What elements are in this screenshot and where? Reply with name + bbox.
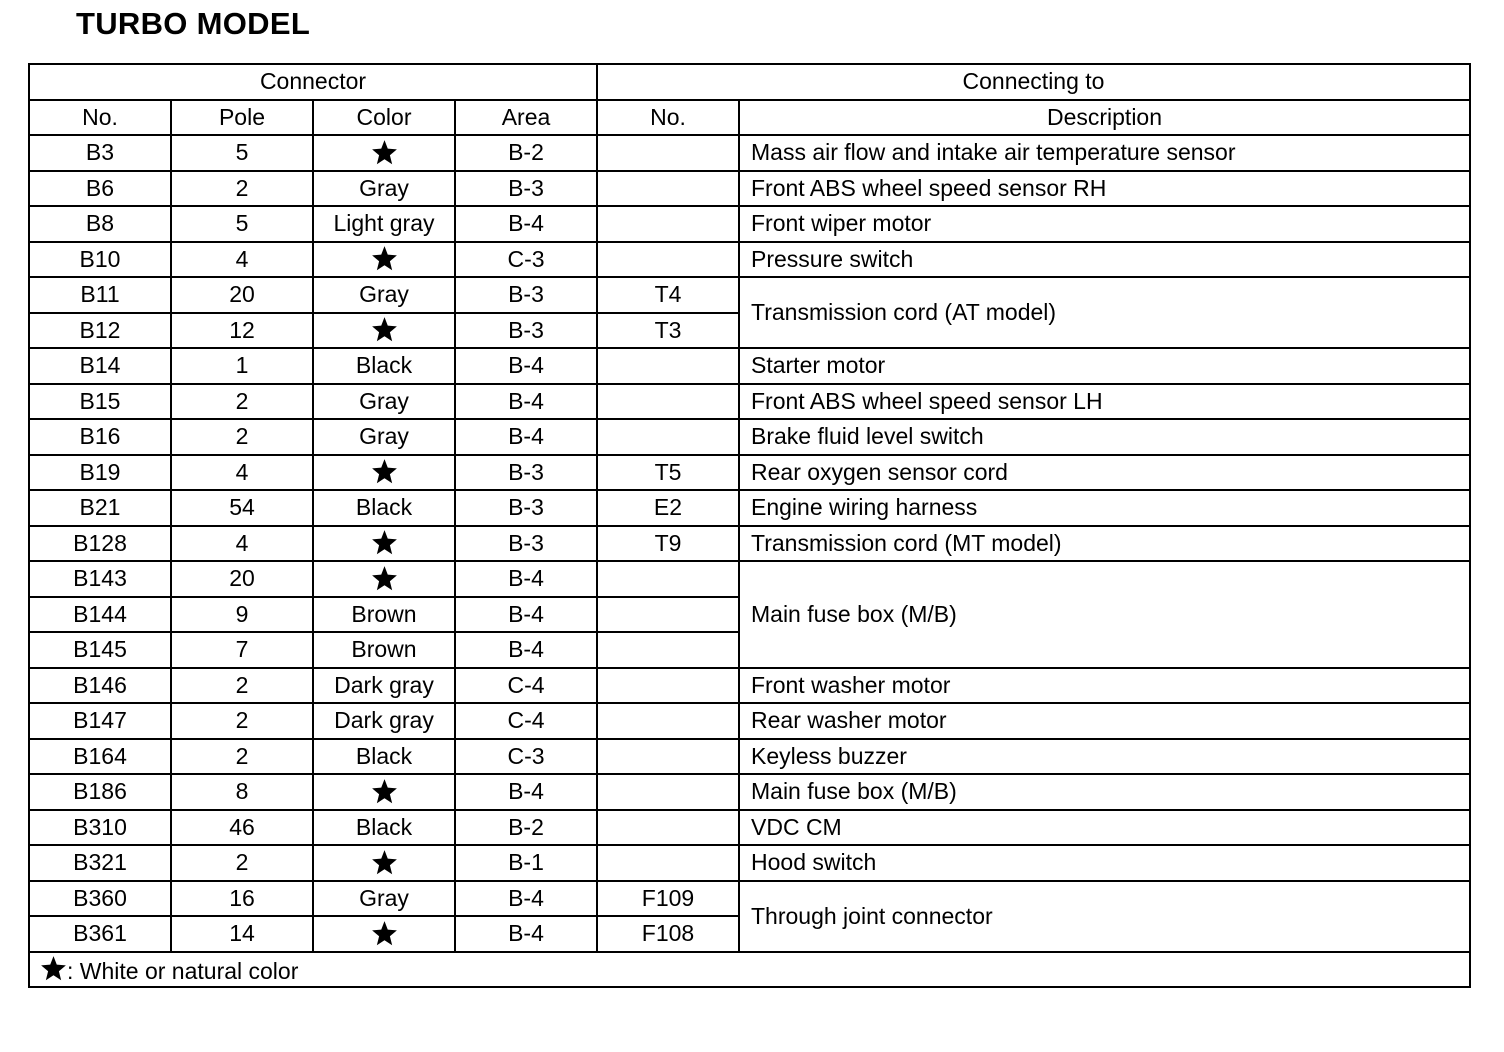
cell-area: B-3 [455, 455, 597, 491]
cell-connector-no: B361 [29, 916, 171, 952]
cell-connecting-no [597, 810, 739, 846]
cell-connecting-no [597, 845, 739, 881]
header-description: Description [739, 100, 1470, 136]
table-row [29, 739, 1470, 775]
cell-area: B-2 [455, 810, 597, 846]
cell-description: Main fuse box (M/B) [739, 561, 1470, 668]
star-icon-cell [313, 845, 455, 881]
header-row-group [29, 64, 1470, 100]
cell-connecting-no [597, 774, 739, 810]
cell-color: Gray [313, 277, 455, 313]
star-icon [371, 532, 398, 558]
cell-connecting-no: T3 [597, 313, 739, 349]
cell-connecting-no: T9 [597, 526, 739, 562]
footnote-text: : White or natural color [67, 958, 299, 985]
cell-pole: 12 [171, 313, 313, 349]
cell-pole: 1 [171, 348, 313, 384]
cell-area: C-3 [455, 739, 597, 775]
header-no: No. [29, 100, 171, 136]
cell-connector-no: B10 [29, 242, 171, 278]
cell-connector-no: B12 [29, 313, 171, 349]
cell-description: Front ABS wheel speed sensor LH [739, 384, 1470, 420]
connector-table-body [29, 64, 1470, 987]
cell-area: B-4 [455, 597, 597, 633]
cell-color: Dark gray [313, 668, 455, 704]
star-icon-cell [313, 135, 455, 171]
star-icon-cell [313, 916, 455, 952]
cell-area: B-4 [455, 348, 597, 384]
cell-area: C-3 [455, 242, 597, 278]
star-icon-cell [313, 455, 455, 491]
cell-description: Mass air flow and intake air temperature sensor [739, 135, 1470, 171]
cell-pole: 2 [171, 845, 313, 881]
header-connector: Connector [29, 64, 597, 100]
table-row [29, 348, 1470, 384]
cell-color: Black [313, 810, 455, 846]
table-row [29, 455, 1470, 491]
cell-pole: 4 [171, 455, 313, 491]
table-row [29, 384, 1470, 420]
cell-connecting-no [597, 632, 739, 668]
star-icon-cell [313, 561, 455, 597]
cell-pole: 5 [171, 206, 313, 242]
cell-description: Through joint connector [739, 881, 1470, 952]
cell-color: Gray [313, 881, 455, 917]
cell-pole: 2 [171, 668, 313, 704]
cell-connecting-no [597, 668, 739, 704]
star-icon-cell [313, 774, 455, 810]
cell-pole: 2 [171, 739, 313, 775]
cell-connecting-no [597, 597, 739, 633]
cell-area: B-4 [455, 916, 597, 952]
table-row [29, 419, 1470, 455]
cell-connecting-no: E2 [597, 490, 739, 526]
cell-connector-no: B8 [29, 206, 171, 242]
cell-connecting-no: F108 [597, 916, 739, 952]
cell-pole: 54 [171, 490, 313, 526]
cell-connecting-no [597, 384, 739, 420]
cell-description: Front ABS wheel speed sensor RH [739, 171, 1470, 207]
header-conn-no: No. [597, 100, 739, 136]
table-row [29, 242, 1470, 278]
cell-pole: 46 [171, 810, 313, 846]
cell-description: Rear oxygen sensor cord [739, 455, 1470, 491]
table-row [29, 881, 1470, 917]
table-row [29, 490, 1470, 526]
page-title: TURBO MODEL [76, 6, 311, 41]
table-row [29, 171, 1470, 207]
cell-color: Black [313, 739, 455, 775]
cell-pole: 2 [171, 171, 313, 207]
header-color: Color [313, 100, 455, 136]
cell-description: Front wiper motor [739, 206, 1470, 242]
cell-description: Keyless buzzer [739, 739, 1470, 775]
cell-area: C-4 [455, 668, 597, 704]
cell-connector-no: B14 [29, 348, 171, 384]
table-row [29, 277, 1470, 313]
cell-connector-no: B19 [29, 455, 171, 491]
star-icon [371, 319, 398, 345]
cell-connector-no: B21 [29, 490, 171, 526]
cell-color: Gray [313, 384, 455, 420]
cell-connecting-no [597, 242, 739, 278]
cell-area: B-3 [455, 490, 597, 526]
star-icon-cell [313, 526, 455, 562]
cell-pole: 2 [171, 384, 313, 420]
cell-pole: 9 [171, 597, 313, 633]
cell-description: Engine wiring harness [739, 490, 1470, 526]
star-icon [371, 248, 398, 274]
cell-pole: 7 [171, 632, 313, 668]
table-row [29, 845, 1470, 881]
cell-connector-no: B16 [29, 419, 171, 455]
cell-pole: 2 [171, 703, 313, 739]
cell-pole: 8 [171, 774, 313, 810]
cell-connecting-no [597, 171, 739, 207]
cell-color: Dark gray [313, 703, 455, 739]
table-row [29, 774, 1470, 810]
cell-pole: 5 [171, 135, 313, 171]
cell-area: B-3 [455, 277, 597, 313]
header-area: Area [455, 100, 597, 136]
header-row-columns [29, 100, 1470, 136]
cell-area: B-3 [455, 313, 597, 349]
cell-connecting-no [597, 739, 739, 775]
cell-connecting-no [597, 348, 739, 384]
cell-connector-no: B145 [29, 632, 171, 668]
connector-table [28, 63, 1471, 988]
cell-pole: 20 [171, 561, 313, 597]
cell-connecting-no [597, 419, 739, 455]
star-icon-cell [313, 242, 455, 278]
cell-connector-no: B186 [29, 774, 171, 810]
cell-connector-no: B143 [29, 561, 171, 597]
cell-area: B-4 [455, 419, 597, 455]
cell-area: B-4 [455, 561, 597, 597]
cell-area: B-2 [455, 135, 597, 171]
table-row [29, 668, 1470, 704]
cell-connecting-no [597, 206, 739, 242]
star-icon [371, 852, 398, 878]
header-connecting-to: Connecting to [597, 64, 1470, 100]
cell-pole: 16 [171, 881, 313, 917]
table-row [29, 526, 1470, 562]
cell-description: Brake fluid level switch [739, 419, 1470, 455]
cell-area: B-4 [455, 384, 597, 420]
cell-description: Hood switch [739, 845, 1470, 881]
cell-area: B-4 [455, 774, 597, 810]
cell-connector-no: B144 [29, 597, 171, 633]
cell-connector-no: B128 [29, 526, 171, 562]
cell-color: Gray [313, 171, 455, 207]
header-pole: Pole [171, 100, 313, 136]
cell-pole: 4 [171, 242, 313, 278]
cell-description: Front washer motor [739, 668, 1470, 704]
cell-connecting-no [597, 561, 739, 597]
star-icon [371, 923, 398, 949]
table-row [29, 135, 1470, 171]
table-row [29, 810, 1470, 846]
cell-pole: 14 [171, 916, 313, 952]
cell-description: Pressure switch [739, 242, 1470, 278]
cell-color: Light gray [313, 206, 455, 242]
cell-connector-no: B146 [29, 668, 171, 704]
cell-color: Black [313, 490, 455, 526]
cell-connector-no: B360 [29, 881, 171, 917]
cell-color: Black [313, 348, 455, 384]
cell-description: Starter motor [739, 348, 1470, 384]
star-icon [371, 142, 398, 168]
cell-color: Brown [313, 597, 455, 633]
cell-area: B-4 [455, 632, 597, 668]
cell-pole: 4 [171, 526, 313, 562]
cell-description: Transmission cord (MT model) [739, 526, 1470, 562]
table-row [29, 561, 1470, 597]
cell-description: VDC CM [739, 810, 1470, 846]
cell-connecting-no [597, 703, 739, 739]
cell-connecting-no: T5 [597, 455, 739, 491]
cell-connector-no: B6 [29, 171, 171, 207]
cell-connecting-no [597, 135, 739, 171]
cell-connector-no: B164 [29, 739, 171, 775]
cell-connecting-no: T4 [597, 277, 739, 313]
cell-area: B-3 [455, 171, 597, 207]
star-icon [371, 568, 398, 594]
cell-connector-no: B11 [29, 277, 171, 313]
cell-area: B-1 [455, 845, 597, 881]
cell-color: Brown [313, 632, 455, 668]
table-row [29, 703, 1470, 739]
cell-connecting-no: F109 [597, 881, 739, 917]
cell-connector-no: B15 [29, 384, 171, 420]
cell-connector-no: B3 [29, 135, 171, 171]
cell-area: B-3 [455, 526, 597, 562]
cell-pole: 2 [171, 419, 313, 455]
cell-color: Gray [313, 419, 455, 455]
star-icon-cell [313, 313, 455, 349]
cell-area: B-4 [455, 881, 597, 917]
footnote-row [29, 952, 1470, 988]
footnote [29, 952, 1470, 988]
cell-description: Rear washer motor [739, 703, 1470, 739]
cell-connector-no: B321 [29, 845, 171, 881]
star-icon [371, 461, 398, 487]
cell-connector-no: B147 [29, 703, 171, 739]
cell-connector-no: B310 [29, 810, 171, 846]
cell-area: C-4 [455, 703, 597, 739]
star-icon [40, 958, 67, 984]
cell-description: Transmission cord (AT model) [739, 277, 1470, 348]
cell-description: Main fuse box (M/B) [739, 774, 1470, 810]
star-icon [371, 781, 398, 807]
table-row [29, 206, 1470, 242]
cell-area: B-4 [455, 206, 597, 242]
cell-pole: 20 [171, 277, 313, 313]
